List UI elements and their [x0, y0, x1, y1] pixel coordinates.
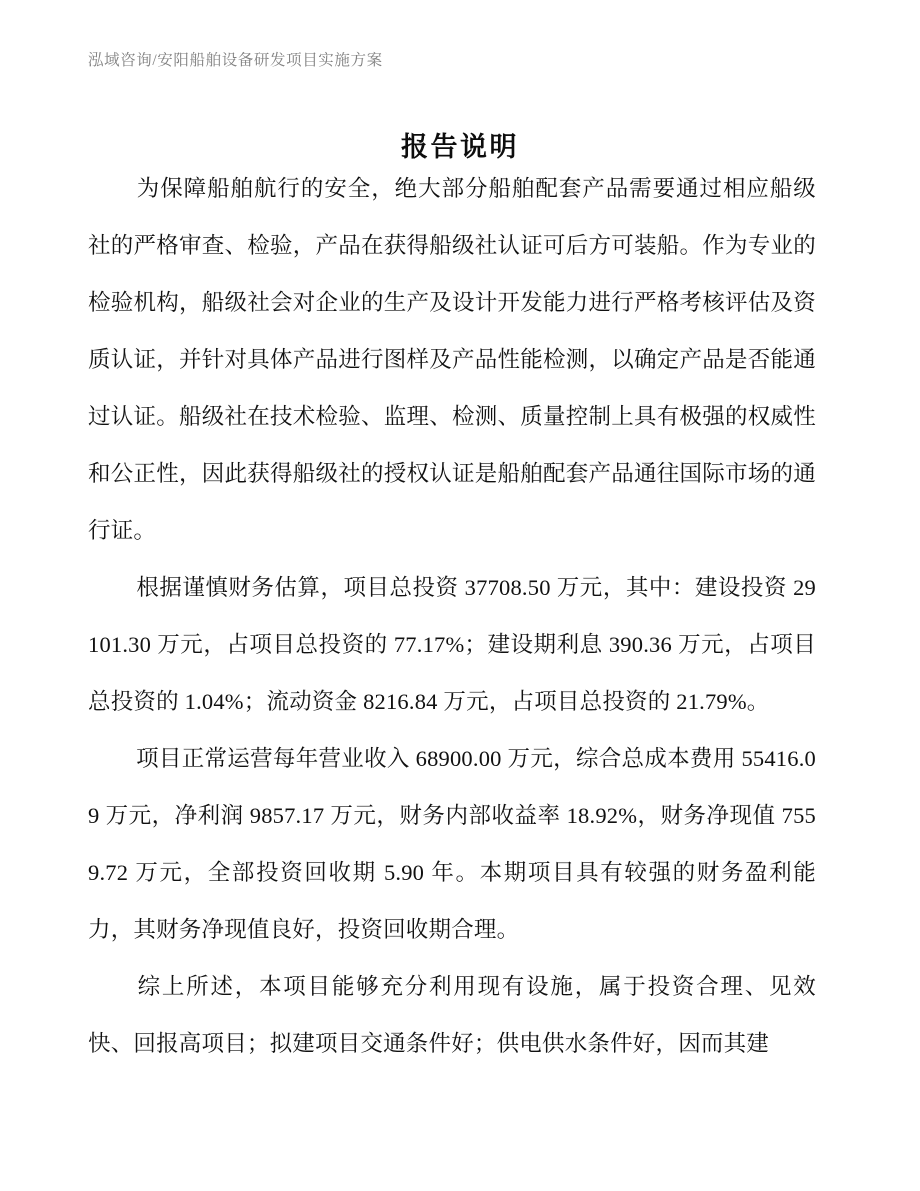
paragraph-3 — [88, 730, 816, 958]
paragraph-text: 综上所述，本项目能够充分利用现有设施，属于投资合理、见效快、回报高项目；拟建项目交通条件好；供电供水条件好，因而其建 — [88, 974, 816, 1056]
page-title: 报告说明 — [401, 132, 519, 163]
paragraph-text: 根据谨慎财务估算，项目总投资 37708.50 万元，其中：建设投资 29101.30 万元，占项目总投资的 77.17%；建设期利息 390.36 万元，占项目总投资的 1.04%；流动资金 8216.84 万元，占项目总投资的 21.79%。 — [88, 575, 816, 714]
document-body — [88, 160, 816, 1072]
paragraph-1 — [88, 160, 816, 559]
running-header: 泓域咨询/安阳船舶设备研发项目实施方案 — [88, 52, 383, 69]
paragraph-4 — [88, 958, 816, 1072]
paragraph-text: 为保障船舶航行的安全，绝大部分船舶配套产品需要通过相应船级社的严格审查、检验，产品在获得船级社认证可后方可装船。作为专业的检验机构，船级社会对企业的生产及设计开发能力进行严格考核评估及资质认证，并针对具体产品进行图样及产品性能检测，以确定产品是否能通过认证。船级社在技术检验、监理、检测、质量控制上具有极强的权威性和公正性，因此获得船级社的授权认证是船舶配套产品通往国际市场的通行证。 — [88, 176, 816, 543]
paragraph-text: 项目正常运营每年营业收入 68900.00 万元，综合总成本费用 55416.09 万元，净利润 9857.17 万元，财务内部收益率 18.92%，财务净现值 7559.72 万元，全部投资回收期 5.90 年。本期项目具有较强的财务盈利能力，其财务净现值良好，投资回收期合理。 — [88, 746, 816, 942]
paragraph-2 — [88, 559, 816, 730]
